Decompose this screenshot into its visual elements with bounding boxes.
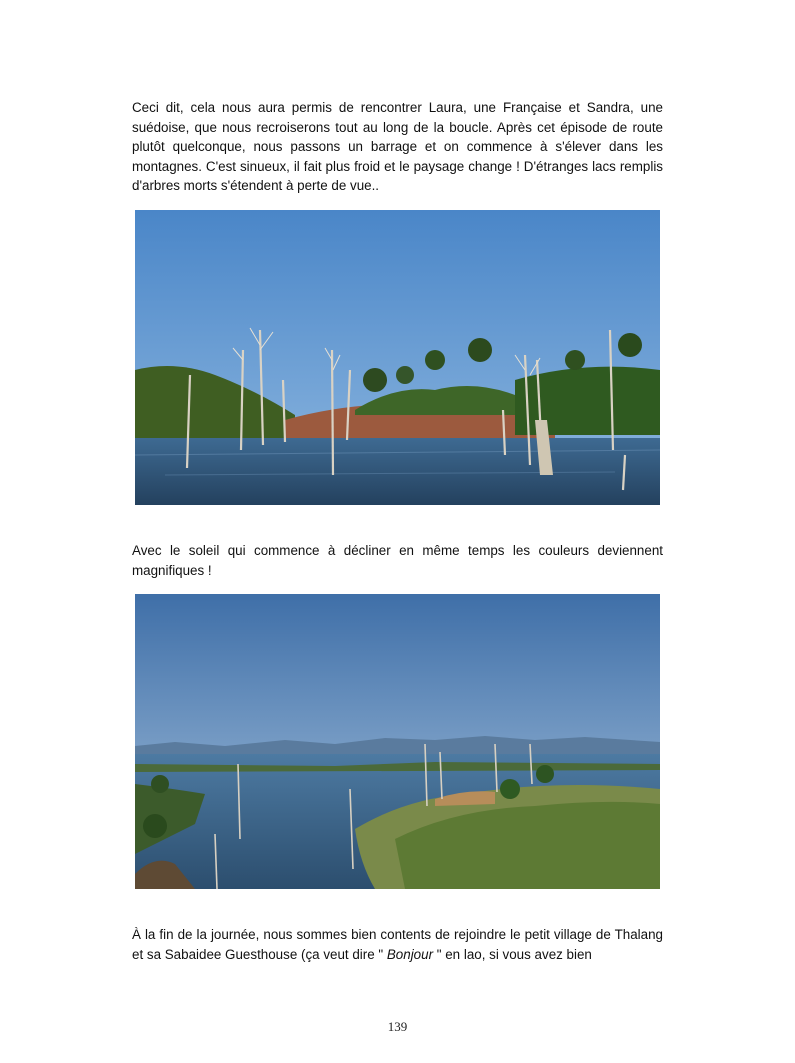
paragraph-thalang-end: " en lao, si vous avez bien <box>433 946 592 962</box>
photo-dead-trees-lake <box>135 210 660 505</box>
lake-photo-illustration <box>135 210 660 505</box>
paragraph-intro: Ceci dit, cela nous aura permis de rencontrer Laura, une Française et Sandra, une suédoise, que nous recroiserons tout au long de la boucle. Après cet épisode de route plutôt quelconque, nous passons un barrage et on commence à s'élever dans les montagnes. C'est sinueux, il fait plus froid et le paysage change ! D'étranges lacs remplis d'arbres morts s'étendent à perte de vue.. <box>132 100 663 193</box>
word-bonjour: Bonjour <box>386 946 434 962</box>
paragraph-sunset: Avec le soleil qui commence à décliner en même temps les couleurs deviennent magnifiques ! <box>132 543 663 578</box>
paragraph-thalang-start: À la fin de la journée, nous sommes bien contents de rejoindre le petit village de Thalang et sa Sabaidee Guesthouse (ça veut dire " <box>132 927 663 962</box>
photo-lake-islands <box>135 594 660 889</box>
page-number: 139 <box>387 1019 408 1034</box>
lake-islands-illustration <box>135 594 660 889</box>
paragraph-thalang <box>132 925 663 964</box>
